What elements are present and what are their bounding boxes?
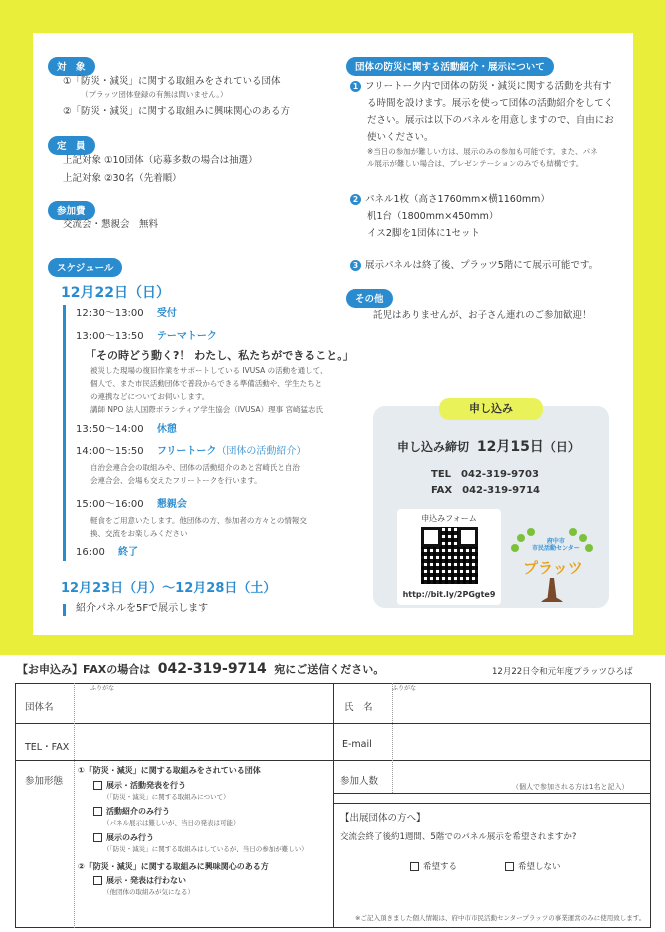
- exhibit-yes[interactable]: 希望する: [410, 861, 457, 873]
- number-2-icon: 2: [350, 194, 361, 205]
- email-field[interactable]: [393, 725, 650, 759]
- schedule-title: 休憩: [156, 424, 177, 435]
- target-item-2: ②「防災・減災」に関する取組みに興味関心のある方: [63, 106, 291, 117]
- opt1-b-note: （パネル展示は難しいが、当日の発表は可能）: [103, 819, 240, 827]
- schedule-title: 懇親会: [156, 499, 187, 510]
- intro-point-2-line-2: 机1台（1800mm×450mm）: [367, 211, 499, 222]
- schedule-time: 12:30～13:00: [76, 308, 144, 319]
- target-badge: 対 象: [48, 57, 95, 76]
- day-2-marker: [63, 604, 66, 616]
- exhibit-question: 交流会終了後約1週間、5階でのパネル展示を希望されますか?: [340, 832, 577, 842]
- theme-desc-2: 個人で、また市民活動団体で普段からできる準備活動や、学生たちと: [90, 379, 323, 388]
- target-item-1-note: （プラッツ団体登録の有無は問いません。）: [81, 90, 228, 99]
- schedule-subtitle: （団体の活動紹介）: [216, 446, 307, 457]
- schedule-timeline: [63, 305, 66, 561]
- party-desc-2: 換、交流をお楽しみください: [90, 529, 188, 538]
- apply-tel: TEL 042-319-9703: [431, 469, 539, 480]
- checkbox-icon[interactable]: [505, 862, 514, 871]
- tel-fax-field[interactable]: [75, 725, 332, 759]
- fee-line: 交流会・懇親会 無料: [63, 219, 159, 230]
- exhibit-no[interactable]: 希望しない: [505, 861, 561, 873]
- theme-speaker: 講師 NPO 法人国際ボランティア学生協会（IVUSA）理事 宮崎猛志氏: [90, 405, 323, 414]
- label-form-type: 参加形態: [25, 776, 64, 787]
- schedule-item-end: [76, 546, 138, 561]
- capacity-badge: 定 員: [48, 136, 95, 155]
- theme-desc-3: の連携などについてお伺いします。: [90, 392, 210, 401]
- qr-code-icon[interactable]: [421, 527, 478, 584]
- furigana-org: ふりがな: [90, 685, 115, 692]
- free-desc-2: 会連合会、会場も交えたフリートークを行います。: [90, 476, 262, 485]
- schedule-title: フリートーク: [156, 446, 217, 457]
- schedule-title: テーマトーク: [156, 331, 217, 342]
- participants-note: （個人で参加される方は1名と記入）: [512, 783, 629, 791]
- label-person-name: 氏 名: [344, 702, 373, 713]
- schedule-title: 終了: [118, 547, 139, 558]
- capacity-line-2: 上記対象 ②30名（先着順）: [63, 173, 182, 184]
- opt2-title: ②「防災・減災」に関する取組みに興味関心のある方: [78, 862, 269, 871]
- person-name-field[interactable]: [393, 695, 650, 722]
- qr-card[interactable]: [397, 509, 501, 605]
- label-email: E-mail: [342, 739, 372, 750]
- form-label: 申込みフォーム: [421, 514, 477, 523]
- checkbox-icon[interactable]: [410, 862, 419, 871]
- number-3-icon: 3: [350, 260, 361, 271]
- apply-box: [373, 402, 609, 608]
- schedule-day-1: 12月22日（日）: [61, 285, 170, 301]
- opt1-a[interactable]: 展示・活動発表を行う: [93, 780, 186, 792]
- col-divider: [333, 683, 334, 928]
- theme-desc-1: 被災した現場の復旧作業をサポートしている IVUSA の活動を通して、: [90, 366, 328, 375]
- label-org-name: 団体名: [25, 702, 54, 713]
- opt1-c[interactable]: 展示のみ行う: [93, 832, 154, 844]
- opt2-a[interactable]: 展示・発表は行わない: [93, 875, 186, 887]
- schedule-item-theme: [76, 330, 217, 345]
- number-1-icon: 1: [350, 81, 361, 92]
- schedule-badge: スケジュール: [48, 258, 122, 277]
- schedule-time: 14:00～15:50: [76, 446, 144, 457]
- opt1-title: ①「防災・減災」に関する取組みをされている団体: [78, 766, 261, 775]
- day-2-desc: 紹介パネルを5Fで展示します: [76, 603, 209, 614]
- capacity-line-1: 上記対象 ①10団体（応募多数の場合は抽選）: [63, 155, 258, 166]
- schedule-item-party: [76, 498, 187, 513]
- row-divider: [333, 793, 651, 794]
- checkbox-icon[interactable]: [93, 807, 102, 816]
- application-form: [0, 655, 665, 932]
- intro-point-1: 1 フリートーク内で団体の防災・減災に関する活動を共有す: [350, 80, 612, 94]
- checkbox-icon[interactable]: [93, 876, 102, 885]
- schedule-item-break: [76, 423, 177, 438]
- intro-point-1-line-2: る時間を設けます。展示を使って団体の活動紹介をしてく: [367, 98, 614, 109]
- fee-badge: 参加費: [48, 201, 95, 220]
- opt1-c-note: （「防災・減災」に関する取組みはしているが、当日の参加が難しい）: [103, 845, 308, 853]
- apply-tag: 申し込み: [439, 398, 543, 420]
- target-item-1: ①「防災・減災」に関する取組みをされている団体: [63, 76, 281, 87]
- apply-fax: FAX 042-319-9714: [431, 485, 541, 496]
- schedule-item-free-talk: [76, 445, 306, 460]
- party-desc-1: 軽食をご用意いたします。他団体の方、参加者の方々との情報交: [90, 516, 307, 525]
- intro-point-2-line-3: イス2脚を1団体に1セット: [367, 228, 481, 239]
- logo-name: プラッツ: [523, 559, 583, 577]
- logo-small-text: 府中市 市民活動センター: [532, 538, 580, 553]
- opt1-b[interactable]: 活動紹介のみ行う: [93, 806, 170, 818]
- schedule-item-reception: [76, 307, 177, 322]
- row-divider: [333, 803, 651, 804]
- form-url[interactable]: http://bit.ly/2PGgte9: [402, 590, 496, 599]
- furigana-name: ふりがな: [392, 685, 417, 692]
- intro-badge: 団体の防災に関する活動紹介・展示について: [346, 57, 554, 76]
- checkbox-icon[interactable]: [93, 833, 102, 842]
- schedule-time: 13:50～14:00: [76, 424, 144, 435]
- intro-point-2: 2 パネル1枚（高さ1760mm×横1160mm）: [350, 193, 550, 207]
- other-badge: その他: [346, 289, 393, 308]
- intro-point-1-line-3: ださい。展示は以下のパネルを用意しますので、自由にお: [367, 115, 614, 126]
- free-desc-1: 自治会連合会の取組みや、団体の活動紹介のあと宮崎氏と自治: [90, 463, 300, 472]
- form-header: 【お申込み】FAXの場合は 042-319-9714 宛にご送信ください。: [17, 661, 385, 677]
- form-event: 12月22日令和元年度プラッツひろば: [492, 667, 633, 677]
- label-tel-fax: TEL・FAX: [25, 742, 70, 753]
- other-line: 託児はありませんが、お子さん連れのご参加歓迎！: [373, 310, 592, 321]
- label-participants: 参加人数: [340, 776, 379, 787]
- deadline: 申し込み締切 12月15日（日）: [397, 439, 580, 455]
- schedule-title: 受付: [156, 308, 177, 319]
- opt1-a-note: （「防災・減災」に関する取組みについて）: [103, 793, 230, 801]
- platz-logo: [507, 526, 597, 606]
- intro-point-1-line-4: 使いください。: [367, 132, 434, 143]
- intro-note-2: ル展示が難しい場合は、プレゼンテーションのみでも結構です。: [367, 159, 584, 168]
- schedule-time: 16:00: [76, 547, 105, 558]
- footnote: ※ご記入頂きました個人情報は、府中市市民活動センタープラッツの事業運営のみに使用致します。: [355, 914, 646, 922]
- schedule-time: 15:00～16:00: [76, 499, 144, 510]
- schedule-time: 13:00～13:50: [76, 331, 144, 342]
- intro-note-1: ※当日の参加が難しい方は、展示のみの参加も可能です。また、パネ: [367, 147, 598, 156]
- schedule-day-2: 12月23日（月）～12月28日（土）: [61, 581, 277, 596]
- intro-point-3: 3 展示パネルは終了後、プラッツ5階にて展示可能です。: [350, 259, 598, 273]
- theme-quote: 「その時どう動く?！ わたし、私たちができること。」: [85, 349, 354, 362]
- exhibit-title: 【出展団体の方へ】: [340, 813, 426, 824]
- org-name-field[interactable]: [75, 695, 332, 722]
- checkbox-icon[interactable]: [93, 781, 102, 790]
- opt2-a-note: （他団体の取組みが気になる）: [103, 888, 194, 896]
